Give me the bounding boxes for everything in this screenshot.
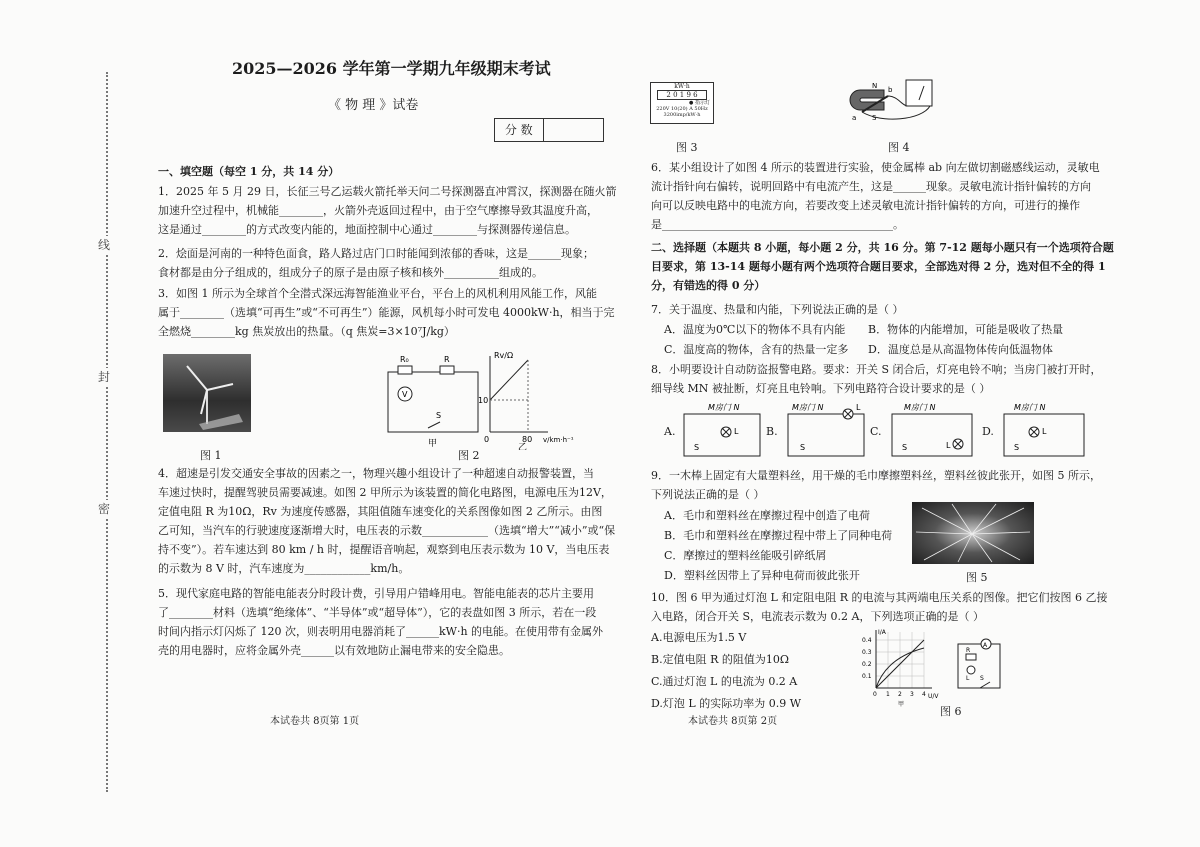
fig6-x1: 1: [886, 691, 890, 698]
fig6-x4: 4: [922, 691, 926, 698]
fig2-yi-label: 乙: [518, 443, 528, 450]
q9-line: 下列说法正确的是（ ）: [651, 488, 765, 501]
fig6-l-label: L: [966, 675, 970, 682]
question-6: [651, 158, 1100, 234]
fig2-ylabel: Rv/Ω: [494, 351, 514, 360]
figure-3-caption: 图 3: [676, 141, 698, 154]
q8-circuit-c: [888, 402, 978, 460]
q7-option-a[interactable]: A．温度为0℃以下的物体不具有内能: [664, 323, 846, 336]
q10-line: 10．图 6 甲为通过灯泡 L 和定阻电阻 R 的电流与其两端电压关系的图像。把它们按图 6 乙接: [651, 591, 1108, 604]
q8a-l-label: L: [734, 427, 739, 436]
figure-6-caption: 图 6: [940, 705, 962, 718]
meter-digits: 2 0 1 9 6: [657, 90, 707, 100]
fig6-x0: 0: [873, 691, 877, 698]
q7-option-c[interactable]: C．温度高的物体，含有的热量一定多: [664, 343, 849, 356]
q8-option-d[interactable]: D.: [982, 425, 994, 438]
section-2-line: 分，有错选的得 0 分）: [651, 279, 766, 292]
fig6-ia-label: I/A: [878, 629, 886, 636]
binding-dotted-line: [106, 72, 108, 792]
fig2-xunit: v/km·h⁻¹: [543, 436, 574, 444]
q9-line: 9．一木棒上固定有大量塑料丝，用干燥的毛巾摩擦塑料丝，塑料丝彼此张开，如图 5 所示，: [651, 469, 1101, 482]
q6-line: 6．某小组设计了如图 4 所示的装置进行实验，使金属棒 ab 向左做切割磁感线运动，灵敏电: [651, 161, 1100, 174]
q8a-s-label: S: [694, 443, 700, 452]
q6-line: 是__________________________________________。: [651, 218, 904, 231]
q10-option-a[interactable]: A.电源电压为1.5 V: [651, 631, 747, 644]
figure-4-diagram: [842, 76, 942, 126]
fig6-uv-label: U/V: [928, 693, 939, 700]
q4-line: 的示数为 8 V 时，汽车速度为____________km/h。: [158, 562, 410, 575]
q3-line: 3．如图 1 所示为全球首个全潜式深远海智能渔业平台，平台上的风机利用风能工作，风能: [158, 287, 597, 300]
q8d-mn-label: M房门 N: [1014, 403, 1046, 412]
q8c-s-label: S: [902, 443, 908, 452]
q8d-l-label: L: [1042, 427, 1047, 436]
q6-line: 流计指针向右偏转，说明回路中有电流产生，这是______现象。灵敏电流计指针偏转的方向: [651, 180, 1091, 193]
q9-option-c[interactable]: C．摩擦过的塑料丝能吸引碎纸屑: [664, 549, 827, 562]
fig2-y10: 10: [478, 396, 489, 405]
fig2-r0-label: R₀: [400, 355, 409, 364]
q3-line: 全燃烧________kg 焦炭放出的热量。（q 焦炭=3×10⁷J/kg）: [158, 325, 455, 338]
q5-line: 壳的用电器时，应将金属外壳______以有效地防止漏电带来的安全隐患。: [158, 644, 510, 657]
q4-line: 乙可知，当汽车的行驶速度逐渐增大时，电压表的示数____________（选填“增大”“减小”或“保: [158, 524, 616, 537]
meter-spec: 220V 10(20) A 50Hz: [656, 106, 708, 112]
figure-1-caption: 图 1: [200, 449, 222, 462]
q9-option-b[interactable]: B．毛巾和塑料丝在摩擦过程中带上了同种电荷: [664, 529, 893, 542]
q8-line: 细导线 MN 被扯断，灯亮且电铃响。下列电路符合设计要求的是（ ）: [651, 382, 991, 395]
q9-option-a[interactable]: A．毛巾和塑料丝在摩擦过程中创造了电荷: [664, 509, 870, 522]
binding-char-secret: 密: [98, 502, 111, 516]
fig4-b-label: b: [888, 86, 893, 94]
binding-char-seal: 封: [98, 370, 111, 384]
question-2: [158, 244, 594, 282]
q8b-s-label: S: [800, 443, 806, 452]
fig6-y03: 0.3: [862, 649, 872, 656]
score-field[interactable]: [544, 119, 603, 141]
q4-line: 定值电阻 R 为10Ω，Rv 为速度传感器，其阻值随车速变化的关系图像如图 2 乙所示。由图: [158, 505, 603, 518]
q8c-mn-label: M房门 N: [904, 403, 936, 412]
fig6-a-label: A: [983, 642, 988, 649]
q5-line: 了________材料（选填“绝缘体”、“半导体”或“超导体”），它的表盘如图 3 所示，若在一段: [158, 606, 597, 619]
q2-line: 2．烩面是河南的一种特色面食，路人路过店门口时能闻到浓郁的香味，这是______现象；: [158, 247, 594, 260]
q5-line: 5．现代家庭电路的智能电能表分时段计费，引导用户错峰用电。智能电能表的芯片主要用: [158, 587, 594, 600]
score-box: [494, 118, 604, 142]
fig6-y02: 0.2: [862, 661, 872, 668]
question-10: [651, 588, 1108, 626]
score-label: 分 数: [495, 119, 544, 141]
q8-options: [660, 402, 1100, 460]
fig2-v-label: V: [402, 390, 408, 399]
q8-circuit-d: [1000, 402, 1090, 460]
q9-option-d[interactable]: D．塑料丝因带上了异种电荷而彼此张开: [664, 569, 860, 582]
q4-line: 车速过快时，提醒驾驶员需要减速。如图 2 甲所示为该装置的简化电路图，电源电压为12V，: [158, 486, 612, 499]
meter-imp: 3200imp/kW·h: [663, 112, 701, 118]
q8c-l-label: L: [946, 441, 951, 450]
fig6-jia-label: 甲: [898, 701, 905, 708]
q8-line: 8．小明要设计自动防盗报警电路。要求：开关 S 闭合后，灯亮电铃不响；当房门被打开时，: [651, 363, 1102, 376]
fig2-s-label: S: [436, 411, 442, 420]
fig4-s-label: S: [872, 114, 877, 122]
question-1: [158, 182, 616, 239]
q8d-s-label: S: [1014, 443, 1020, 452]
question-7: 7．关于温度、热量和内能，下列说法正确的是（ ）: [651, 303, 904, 316]
fig2-x80: 80: [522, 435, 533, 444]
q8-option-c[interactable]: C.: [870, 425, 882, 438]
q8-circuit-b: [784, 402, 870, 460]
fig6-y04: 0.4: [862, 637, 872, 644]
section-2-line: 目要求，第 13-14 题每小题有两个选项符合题目要求，全部选对得 2 分，选对但不全的得 1: [651, 260, 1106, 273]
question-9: [651, 466, 1101, 504]
question-8: [651, 360, 1102, 398]
q10-line: 入电路，闭合开关 S，电流表示数为 0.2 A，下列选项正确的是（ ）: [651, 610, 984, 623]
question-5: [158, 584, 603, 660]
section-1-heading: 一、填空题（每空 1 分，共 14 分）: [158, 165, 340, 178]
section-2-heading: [651, 238, 1114, 295]
q10-option-d[interactable]: D.灯泡 L 的实际功率为 0.9 W: [651, 697, 802, 710]
figure-3-meter: [650, 82, 714, 124]
q4-line: 持不变”）。若车速达到 80 km / h 时，提醒语音响起，观察到电压表示数为 10 V，当电压表: [158, 543, 610, 556]
wind-turbine-icon: [163, 354, 251, 432]
q8-circuit-a: [680, 402, 766, 460]
q3-line: 属于________（选填“可再生”或“不可再生”）能源，风机每小时可发电 4000kW·h，相当于完: [158, 306, 615, 319]
figure-4-caption: 图 4: [888, 141, 910, 154]
q8-option-b[interactable]: B.: [766, 425, 778, 438]
q1-line: 这是通过________的方式改变内能的，地面控制中心通过________与探测器传递信息。: [158, 223, 576, 236]
q7-option-b[interactable]: B．物体的内能增加，可能是吸收了热量: [868, 323, 1064, 336]
question-3: [158, 284, 615, 341]
binding-char-line: 线: [98, 238, 111, 252]
figure-5-photo: [912, 502, 1034, 564]
meter-unit: kW·h: [674, 83, 690, 90]
fig2-jia-label: 甲: [428, 439, 438, 449]
q2-line: 食材都是由分子组成的，组成分子的原子是由原子核和核外__________组成的。: [158, 266, 543, 279]
figure-1-photo: [163, 354, 251, 432]
q8b-l-label: L: [856, 403, 861, 412]
figure-2-diagram: [378, 350, 608, 450]
figure-5-caption: 图 5: [966, 571, 988, 584]
figure-2-caption: 图 2: [458, 449, 480, 462]
q7-option-d[interactable]: D．温度总是从高温物体传向低温物体: [868, 343, 1053, 356]
q8-option-a[interactable]: A.: [664, 425, 676, 438]
q6-line: 向可以反映电路中的电流方向，若要改变上述灵敏电流计指针偏转的方向，可进行的操作: [651, 199, 1080, 212]
page-footer-right: 本试卷共 8页第 2页: [688, 716, 778, 727]
fig4-a-label: a: [852, 114, 857, 122]
plastic-strands-icon: [912, 502, 1034, 564]
meter-lamp: ● 指示灯: [689, 100, 710, 106]
q8a-mn-label: M房门 N: [708, 403, 740, 412]
figure-6-diagram: [858, 628, 1008, 708]
fig6-x3: 3: [910, 691, 914, 698]
q1-line: 加速升空过程中，机械能________，火箭外壳返回过程中，由于空气摩擦导致其温度升高，: [158, 204, 598, 217]
fig6-s-label: S: [980, 675, 984, 682]
q10-option-c[interactable]: C.通过灯泡 L 的电流为 0.2 A: [651, 675, 798, 688]
q4-line: 4．超速是引发交通安全事故的因素之一，物理兴趣小组设计了一种超速自动报警装置，当: [158, 467, 594, 480]
fig4-n-label: N: [872, 82, 878, 90]
page-title: 2025—2026 学年第一学期九年级期末考试: [232, 59, 551, 78]
section-2-line: 二、选择题（本题共 8 小题，每小题 2 分，共 16 分。第 7-12 题每小题只有一个选项符合题: [651, 241, 1114, 254]
q1-line: 1．2025 年 5 月 29 日，长征三号乙运载火箭托举天问二号探测器直冲霄汉，探测器在随火箭: [158, 185, 617, 198]
q10-option-b[interactable]: B.定值电阻 R 的阻值为10Ω: [651, 653, 789, 666]
page-footer-left: 本试卷共 8页第 1页: [270, 716, 360, 727]
q5-line: 时间内指示灯闪烁了 120 次，则表明用电器消耗了______kW·h 的电能。在使用带有金属外: [158, 625, 604, 638]
q8b-mn-label: M房门 N: [792, 403, 824, 412]
fig6-y01: 0.1: [862, 673, 872, 680]
fig6-x2: 2: [898, 691, 902, 698]
fig2-r-label: R: [444, 355, 450, 364]
question-4: [158, 464, 615, 578]
fig2-x0: 0: [484, 435, 490, 444]
fig6-r-label: R: [966, 647, 971, 654]
page-subtitle: 《 物 理 》试卷: [328, 98, 419, 113]
